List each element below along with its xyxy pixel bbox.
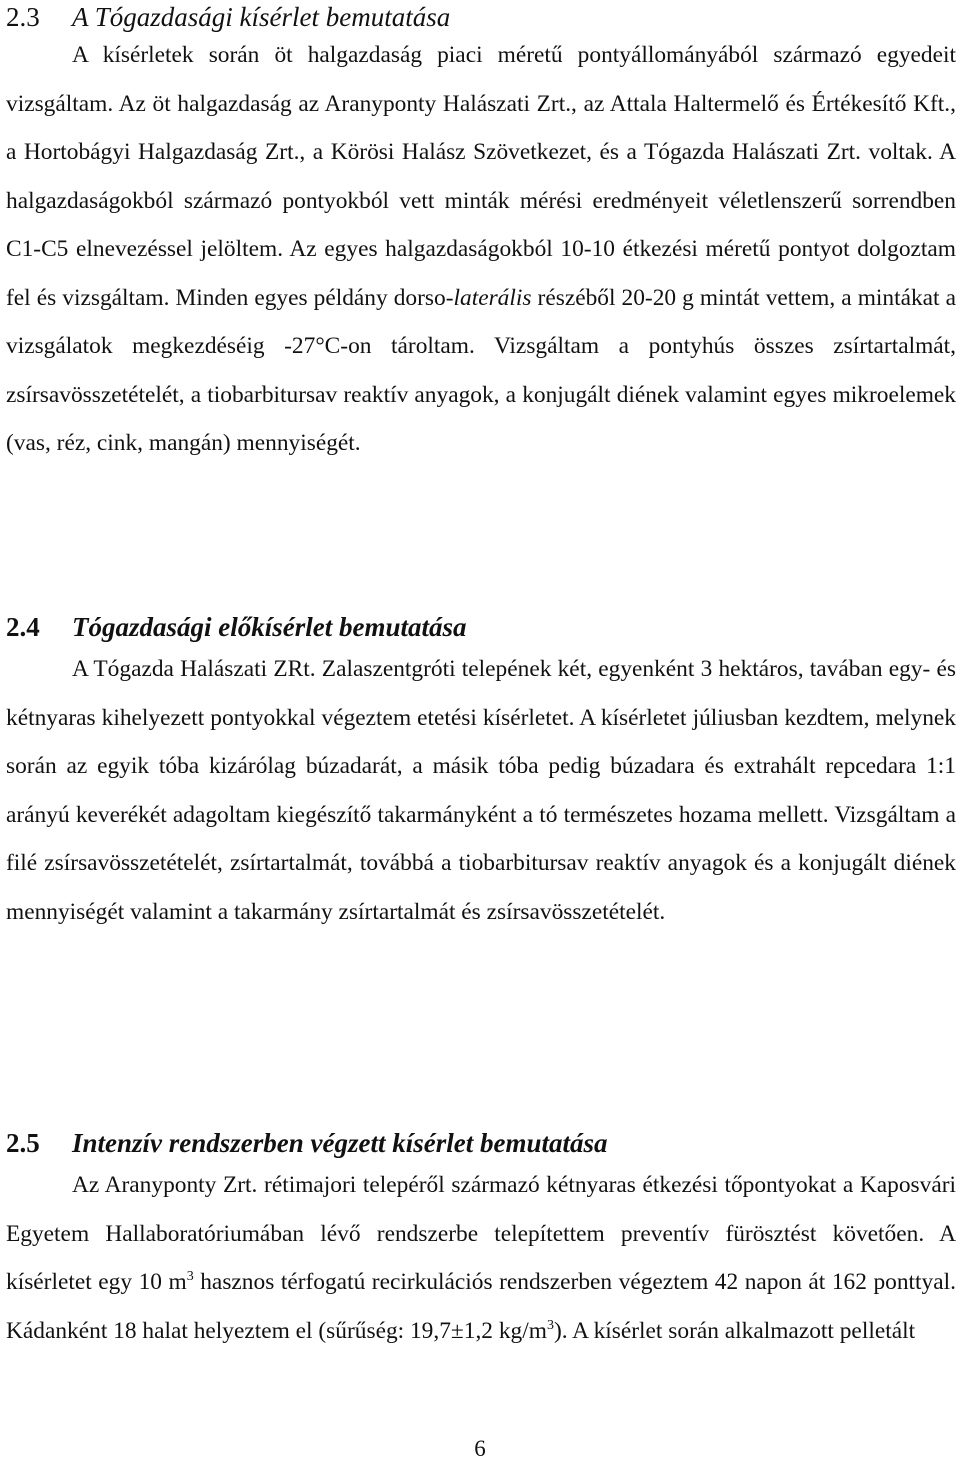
superscript: 3 — [186, 1269, 194, 1285]
paragraph: A Tógazda Halászati ZRt. Zalaszentgróti telepének két, egyenként 3 hektáros, tavában egy- és kétnyaras kihelyezett pontyokkal végeztem etetési kísérletet. A kísérletet júliusban kezdtem, melynek során az egyik tóba kizárólag búzadarát, a másik tóba pedig búzadara és extrahált repcedara 1:1 arányú keverékét adagoltam kiegészítő takarmányként a tó természetes hozama mellett. Vizsgáltam a filé zsírsavösszetételét, zsírtartalmát, továbbá a tiobarbitursav reaktív anyagok és a konjugált diének mennyiségét valamint a takarmány zsírtartalmát és zsírsavösszetételét. — [6, 656, 956, 925]
section-body-2-3 — [6, 31, 956, 468]
section-title: Tógazdasági előkísérlet bemutatása — [72, 612, 467, 642]
paragraph — [6, 1161, 956, 1355]
paragraph-text: részéből 20-20 g mintát vettem, a mintákat a vizsgálatok megkezdéséig -27°C-on tároltam. Vizsgáltam a pontyhús összes zsírtartalmát, zsírsavösszetételét, a tiobarbitursav reaktív anyagok, a konjugált diének valamint egyes mikroelemek (vas, réz, cink, mangán) mennyiségét. — [6, 284, 956, 456]
paragraph-text: hasznos térfogatú recirkulációs rendszerben végeztem 42 napon át 162 ponttyal. Kádanként 18 halat helyeztem el (sűrűség: 19,7±1,2 kg/m — [6, 1269, 956, 1344]
superscript: 3 — [546, 1317, 554, 1333]
section-number: 2.4 — [6, 612, 40, 642]
section-heading-2-4 — [6, 610, 467, 644]
section-title: A Tógazdasági kísérlet bemutatása — [72, 2, 451, 32]
section-title: Intenzív rendszerben végzett kísérlet bemutatása — [72, 1128, 608, 1158]
section-heading-2-3 — [6, 0, 450, 34]
section-number: 2.3 — [6, 2, 40, 32]
paragraph-text: Az Aranyponty Zrt. rétimajori telepéről származó kétnyaras étkezési tőpontyokat a Kaposvári Egyetem Hallaboratóriumában lévő rendszerbe telepítettem preventív fürösztést követően. A kísérletet egy 10 m — [6, 1172, 956, 1295]
paragraph — [6, 31, 956, 468]
section-body-2-4 — [6, 645, 956, 936]
paragraph-text: A kísérletek során öt halgazdaság piaci méretű pontyállományából származó egyedeit vizsgáltam. Az öt halgazdaság az Aranyponty Halászati Zrt., az Attala Haltermelő és Értékesítő Kft., a Hortobágyi Halgazdaság Zrt., a Körösi Halász Szövetkezet, és a Tógazda Halászati Zrt. voltak. A halgazdaságokból származó pontyokból vett minták mérési eredményeit véletlenszerű sorrendben C1-C5 elnevezéssel jelöltem. Az egyes halgazdaságokból 10-10 étkezési méretű pontyot dolgoztam fel és vizsgáltam. Minden egyes példány dorso- — [6, 42, 956, 311]
paragraph-italic-text: laterális — [453, 284, 532, 311]
paragraph-text: ). A kísérlet során alkalmazott pelletált — [553, 1317, 916, 1344]
page-number: 6 — [474, 1436, 486, 1461]
section-body-2-5 — [6, 1161, 956, 1355]
section-number: 2.5 — [6, 1128, 40, 1158]
section-heading-2-5 — [6, 1126, 608, 1160]
